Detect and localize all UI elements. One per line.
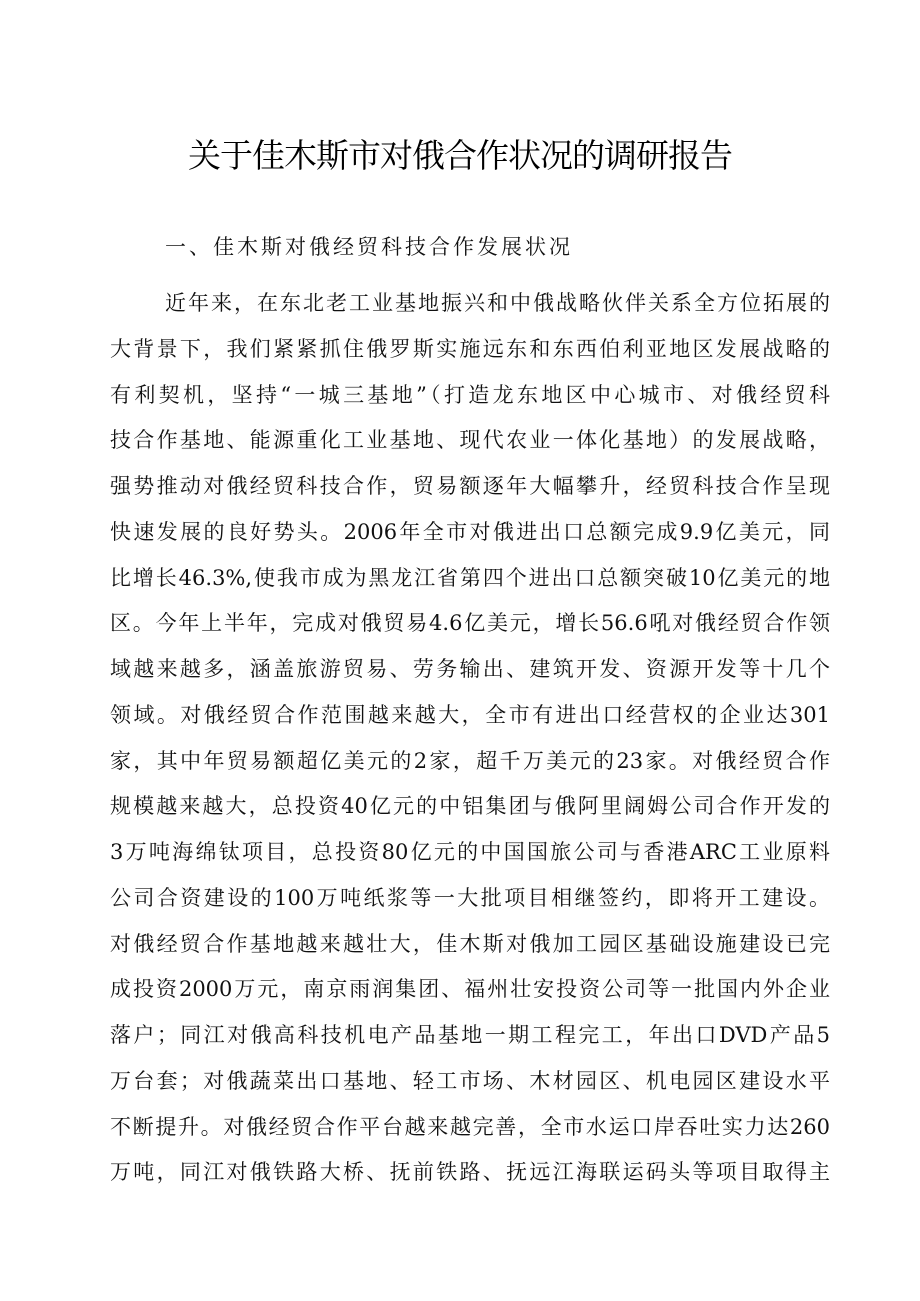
document-body bbox=[110, 281, 830, 1196]
body-line: 不断提升。对俄经贸合作平台越来越完善，全市水运口岸吞吐实力达260 bbox=[110, 1114, 830, 1139]
body-line: 有利契机，坚持“一城三基地”（打造龙东地区中心城市、对俄经贸科 bbox=[110, 382, 830, 407]
body-line: 万吨，同江对俄铁路大桥、抚前铁路、抚远江海联运码头等项目取得主 bbox=[110, 1160, 830, 1185]
body-line: 大背景下，我们紧紧抓住俄罗斯实施远东和东西伯利亚地区发展战略的 bbox=[110, 336, 830, 361]
body-line: 成投资2000万元，南京雨润集团、福州壮安投资公司等一批国内外企业 bbox=[110, 977, 830, 1002]
body-line: 领域。对俄经贸合作范围越来越大，全市有进出口经营权的企业达301 bbox=[110, 702, 830, 727]
body-line: 家，其中年贸易额超亿美元的2家，超千万美元的23家。对俄经贸合作 bbox=[110, 748, 830, 773]
document-title: 关于佳木斯市对俄合作状况的调研报告 bbox=[188, 136, 732, 175]
body-line: 域越来越多，涵盖旅游贸易、劳务输出、建筑开发、资源开发等十几个 bbox=[110, 657, 830, 681]
body-line: 落户；同江对俄高科技机电产品基地一期工程完工，年出口DVD产品5 bbox=[110, 1023, 830, 1047]
body-line: 强势推动对俄经贸科技合作，贸易额逐年大幅攀升，经贸科技合作呈现 bbox=[110, 474, 830, 498]
body-line: 比增长46.3%,使我市成为黑龙江省第四个进出口总额突破10亿美元的地 bbox=[110, 565, 830, 590]
body-line: 区。今年上半年，完成对俄贸易4.6亿美元，增长56.6吼对俄经贸合作领 bbox=[110, 611, 830, 636]
body-line: 规模越来越大，总投资40亿元的中铝集团与俄阿里阔姆公司合作开发的 bbox=[110, 794, 830, 819]
body-line: 3万吨海绵钛项目，总投资80亿元的中国国旅公司与香港ARC工业原料 bbox=[110, 840, 830, 864]
body-line: 技合作基地、能源重化工业基地、现代农业一体化基地）的发展战略， bbox=[110, 428, 830, 453]
body-line: 万台套；对俄蔬菜出口基地、轻工市场、木材园区、机电园区建设水平 bbox=[110, 1068, 830, 1093]
body-line: 对俄经贸合作基地越来越壮大，佳木斯对俄加工园区基础设施建设已完 bbox=[110, 931, 830, 956]
section-heading: 一、佳木斯对俄经贸科技合作发展状况 bbox=[165, 235, 573, 259]
body-line: 近年来，在东北老工业基地振兴和中俄战略伙伴关系全方位拓展的 bbox=[165, 291, 830, 315]
body-line: 快速发展的良好势头。2006年全市对俄进出口总额完成9.9亿美元，同 bbox=[110, 519, 830, 544]
body-line: 公司合资建设的100万吨纸浆等一大批项目相继签约，即将开工建设。 bbox=[110, 885, 830, 910]
